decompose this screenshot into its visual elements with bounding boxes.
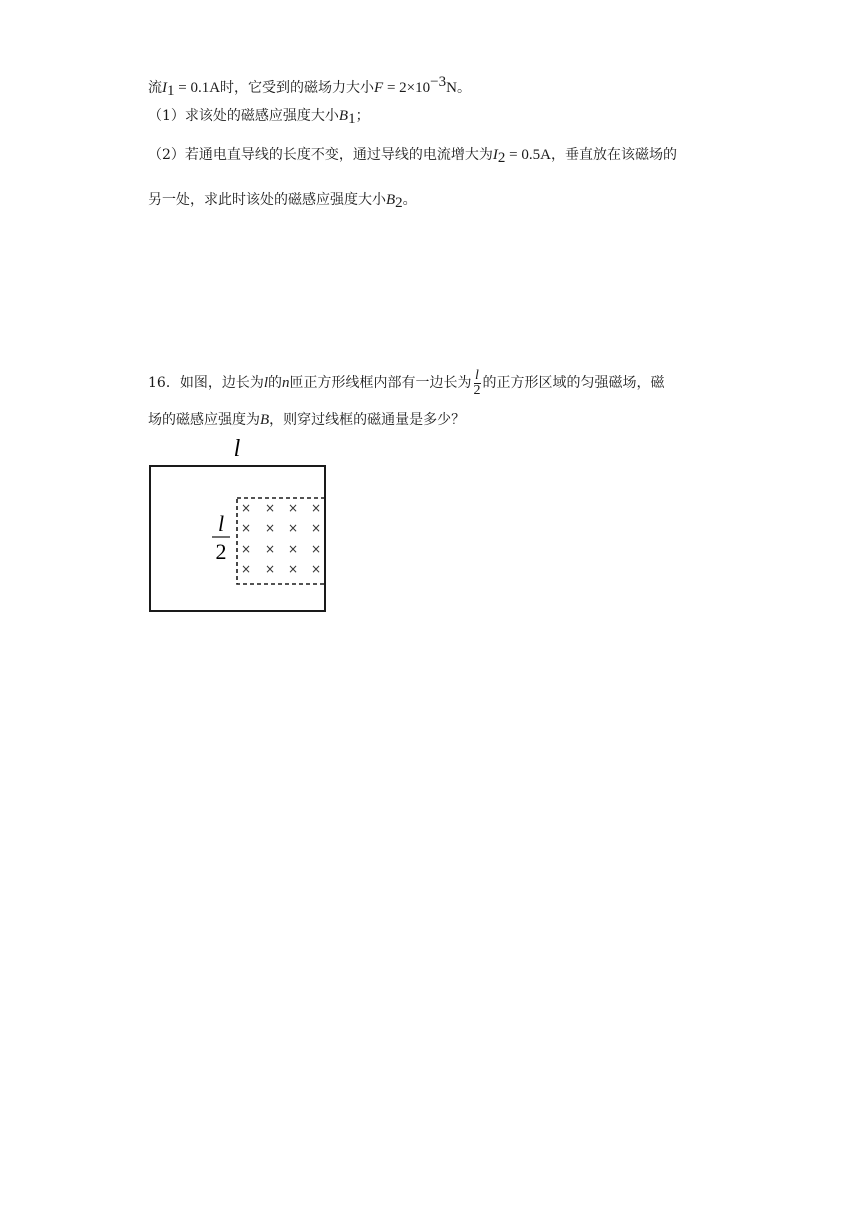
field-cross-icon: × xyxy=(264,501,276,515)
field-cross-icon: × xyxy=(264,521,276,535)
sub-question-2-continued: 另一处，求此时该处的磁感应强度大小$B_2$。 xyxy=(148,192,417,211)
sub-question-2: （2）若通电直导线的长度不变，通过导线的电流增大为$I_2 = 0.5A$，垂直放在该磁场的 xyxy=(148,147,677,166)
figure-fraction-numerator: l xyxy=(217,511,225,536)
field-cross-icon: × xyxy=(310,562,322,576)
problem-15-continued-line: 流$I_1 = 0.1A$时，它受到的磁场力大小$F = 2\times 10^{-3}N$。 xyxy=(148,74,471,99)
field-cross-icon: × xyxy=(240,542,252,556)
field-cross-icon: × xyxy=(287,542,299,556)
field-cross-icon: × xyxy=(287,501,299,515)
field-cross-icon: × xyxy=(240,501,252,515)
figure-top-label: l xyxy=(233,436,241,462)
field-cross-icon: × xyxy=(240,562,252,576)
field-cross-icon: × xyxy=(310,521,322,535)
field-cross-icon: × xyxy=(310,542,322,556)
outer-square-frame xyxy=(150,466,325,611)
field-cross-icon: × xyxy=(264,542,276,556)
field-cross-icon: × xyxy=(287,521,299,535)
field-cross-icon: × xyxy=(264,562,276,576)
field-cross-icon: × xyxy=(240,521,252,535)
sub-question-1: （1）求该处的磁感应强度大小$B_1$； xyxy=(148,108,370,127)
problem-16-line-1: 16．如图，边长为l的n匝正方形线框内部有一边长为 $\frac{l}{2}$ 的正方形区域的匀强磁场，磁 xyxy=(148,367,665,398)
problem-16-line-2: 场的磁感应强度为B，则穿过线框的磁通量是多少？ xyxy=(148,412,466,428)
fraction-l-over-2: $\frac{l}{2}$ xyxy=(473,367,481,398)
field-cross-icon: × xyxy=(287,562,299,576)
field-crosses xyxy=(241,501,321,576)
field-cross-icon: × xyxy=(310,501,322,515)
magnetic-field-figure xyxy=(140,436,340,618)
figure-fraction-denominator: 2 xyxy=(215,539,227,564)
